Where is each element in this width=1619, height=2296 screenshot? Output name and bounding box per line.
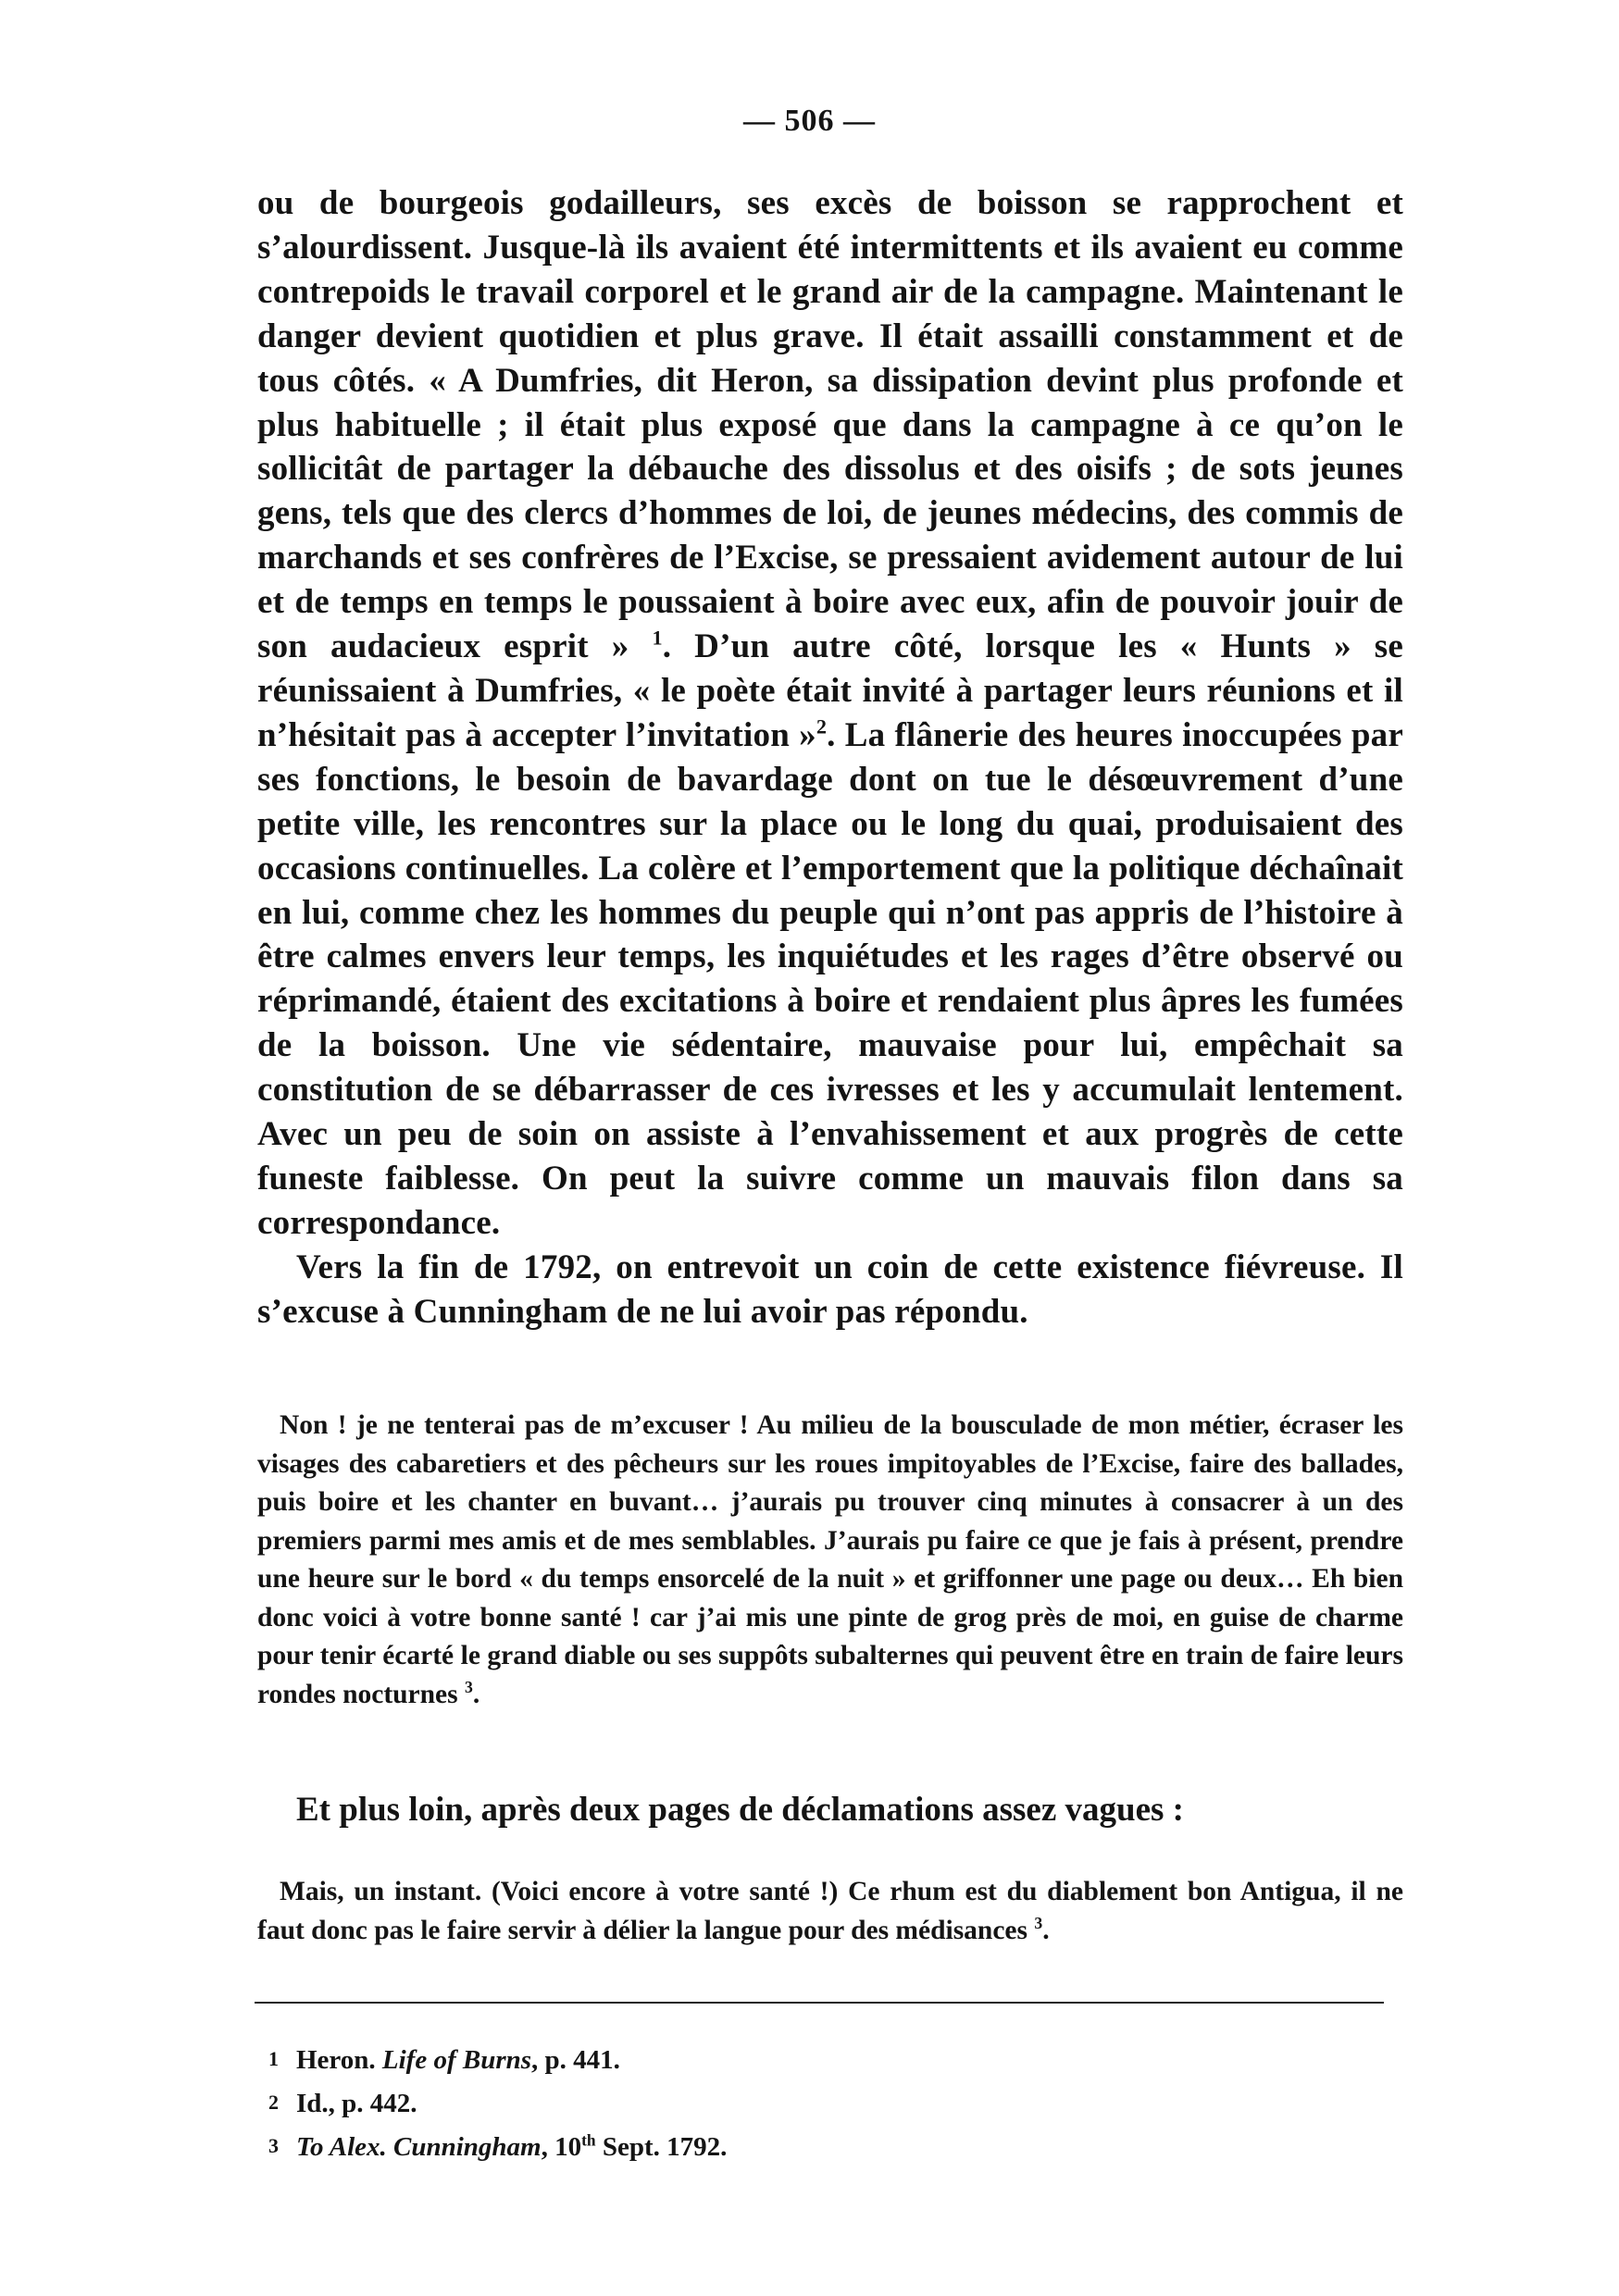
main-text: [257, 181, 1403, 1334]
footnote-number: 3: [268, 2134, 279, 2157]
text-segment: Non ! je ne tenterai pas de m’excuser ! Au milieu de la bousculade de mon métier, écraser les visages des cabaretiers et des pêcheurs sur les roues impitoyables de l’Excise, faire des ballades, puis boire et les chanter en buvant… j’aurais pu trouver cinq minutes à consacrer à un des premiers parmi mes amis et de mes semblables. J’aurais pu faire ce que je fais à présent, prendre une heure sur le bord « du temps ensorcelé de la nuit » et griffonner une page ou deux… Eh bien donc voici à votre bonne santé ! car j’ai mis une pinte de grog près de moi, en guise de charme pour tenir écarté le grand diable ou ses suppôts subalternes qui peuvent être en train de faire leurs rondes nocturnes: [257, 1410, 1403, 1709]
footnote-ref: 3: [1034, 1913, 1043, 1932]
footnote-text: Sept. 1792.: [595, 2132, 728, 2162]
footnote-number: 1: [268, 2047, 279, 2070]
footnote-text: , 10: [541, 2132, 582, 2162]
paragraph-1: [257, 181, 1403, 1246]
text-segment: ou de bourgeois godailleurs, ses excès de boisson se rapprochent et s’alourdissent. Jusque-là ils avaient été intermittents et ils avaient eu comme contrepoids le travail corporel et le grand air de la campagne. Maintenant le danger devient quotidien et plus grave. Il était assailli constamment et de tous côtés. « A Dumfries, dit Heron, sa dissipation devint plus profonde et plus habituelle ; il était plus exposé que dans la campagne à ce qu’on le sollicitât de partager la débauche des dissolus et des oisifs ; de sots jeunes gens, tels que des clercs d’hommes de loi, de jeunes médecins, des commis de marchands et ses confrères de l’Excise, se pressaient avidement autour de lui et de temps en temps le poussaient à boire avec eux, afin de pouvoir jouir de son audacieux esprit »: [257, 184, 1403, 666]
text-segment: Mais, un instant. (Voici encore à votre santé !) Ce rhum est du diablement bon Antigua, il ne faut donc pas le faire servir à délier la langue pour des médisances: [257, 1877, 1403, 1945]
quote-paragraph: [257, 1407, 1403, 1714]
block-quote-2: [257, 1873, 1403, 1950]
transition-line: Et plus loin, après deux pages de déclamations assez vagues :: [296, 1791, 1184, 1829]
text-segment: .: [1042, 1915, 1050, 1945]
text-segment: Vers la fin de 1792, on entrevoit un coin de cette existence fiévreuse. Il s’excuse à Cunningham de ne lui avoir pas répondu.: [257, 1247, 1403, 1331]
footnote-text: , p. 441.: [531, 2045, 620, 2075]
page-number: — 506 —: [743, 104, 876, 138]
text-segment: . La flânerie des heures inoccupées par ses fonctions, le besoin de bavardage dont on tue le désœuvrement d’une petite ville, les rencontres sur la place ou le long du quai, produisaient des occasions continuelles. La colère et l’emportement que la politique déchaînait en lui, comme chez les hommes du peuple qui n’ont pas appris de l’histoire à être calmes envers leur temps, les inquiétudes et les rages d’être observé ou réprimandé, étaient des excitations à boire et rendaient plus âpres les fumées de la boisson. Une vie sédentaire, mauvaise pour lui, empêchait sa constitution de se débarrasser de ces ivresses et les y accumulait lentement. Avec un peu de soin on assiste à l’envahissement et aux progrès de cette funeste faiblesse. On peut la suivre comme un mauvais filon dans sa correspondance.: [257, 715, 1404, 1242]
quote-paragraph: [257, 1873, 1403, 1950]
footnote-3: [268, 2125, 1379, 2168]
text-segment: . D’un autre côté, lorsque les « Hunts » se réunissaient à Dumfries, « le poète était invité à partager leurs réunions et il n’hésitait pas à accepter l’invitation »: [257, 627, 1403, 754]
footnote-title: Life of Burns: [381, 2045, 532, 2075]
block-quote-1: [257, 1407, 1403, 1714]
footnote-ref: 3: [465, 1677, 473, 1696]
footnote-ordinal: th: [581, 2130, 596, 2150]
footnote-ref: 1: [652, 626, 663, 650]
footnote-text: Heron.: [296, 2045, 382, 2075]
footnote-2: [268, 2081, 1379, 2125]
footnote-title: To Alex. Cunningham: [296, 2132, 542, 2162]
footnote-text: Id., p. 442.: [296, 2089, 417, 2118]
text-segment: .: [472, 1679, 480, 1709]
footnote-1: [268, 2038, 1379, 2081]
footnote-ref: 2: [816, 714, 828, 738]
footnote-number: 2: [268, 2091, 279, 2114]
footnote-divider: [255, 2002, 1384, 2004]
footnotes: [268, 2038, 1379, 2168]
paragraph-2: [257, 1246, 1403, 1334]
